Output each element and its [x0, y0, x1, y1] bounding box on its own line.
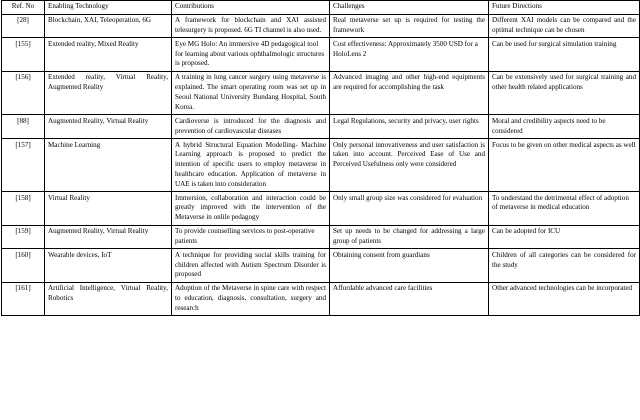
column-header-future-directions: Future Directions: [489, 1, 640, 15]
cell-enabling-technology: Extended reality, Virtual Reality, Augmented Reality: [45, 71, 172, 114]
table-row: [2, 38, 640, 72]
survey-table: [1, 0, 640, 316]
cell-contributions: Eye MG Holo: An immersive 4D pedagogical tool for learning about various ophthalmologic structures is proposed.: [172, 38, 330, 72]
cell-enabling-technology: Virtual Reality: [45, 192, 172, 226]
table-row: [2, 71, 640, 114]
cell-challenges: Advanced imaging and other high-end equipments are required for accomplishing the task: [330, 71, 489, 114]
cell-contributions: A hybrid Structural Equation Modelling- Machine Learning approach is proposed to predict the intention of specific users to employ metaverse in healthcare education. Application of metaverse in UAE is taken into consideration: [172, 138, 330, 191]
table-row: [2, 138, 640, 191]
table-row: [2, 192, 640, 226]
table-header: [2, 1, 640, 15]
cell-challenges: Only small group size was considered for evaluation: [330, 192, 489, 226]
cell-challenges: Cost effectiveness: Approximately 3500 USD for a HoloLens 2: [330, 38, 489, 72]
cell-enabling-technology: Blockchain, XAI, Teleoperation, 6G: [45, 14, 172, 38]
cell-ref-no: [158]: [2, 192, 45, 226]
cell-enabling-technology: Artificial Intelligence, Virtual Reality, Robotics: [45, 282, 172, 316]
cell-future-directions: Other advanced technologies can be incorporated: [489, 282, 640, 316]
table-row: [2, 225, 640, 249]
cell-contributions: To provide counselling services to post-operative patients: [172, 225, 330, 249]
cell-enabling-technology: Augmented Reality, Virtual Reality: [45, 225, 172, 249]
cell-contributions: Immersion, collaboration and interaction could be greatly improved with the intervention of the Metaverse in onlile pedagogy: [172, 192, 330, 226]
cell-contributions: A technique for providing social skills training for children affected with Autism Spectrum Disorder is proposed: [172, 249, 330, 283]
cell-contributions: A framework for blockchain and XAI assisted telesurgery is proposed. 6G TI channel is also used.: [172, 14, 330, 38]
cell-ref-no: [161]: [2, 282, 45, 316]
column-header-challenges: Challenges: [330, 1, 489, 15]
cell-ref-no: [156]: [2, 71, 45, 114]
cell-challenges: Set up needs to be changed for addressing a large group of patients: [330, 225, 489, 249]
cell-ref-no: [28]: [2, 14, 45, 38]
table-body: [2, 14, 640, 316]
cell-contributions: Cardioverse is introduced for the diagnosis and prevention of cardiovascular diseases: [172, 115, 330, 139]
cell-contributions: A training in lung cancer surgery using metaverse is explained. The smart operating room was set up in Seoul National University Bundang Hospital, South Korea.: [172, 71, 330, 114]
cell-future-directions: Moral and credibility aspects need to be considered: [489, 115, 640, 139]
table-header-row: [2, 1, 640, 15]
cell-future-directions: Different XAI models can be compared and the optimal technique can be chosen: [489, 14, 640, 38]
cell-ref-no: [157]: [2, 138, 45, 191]
cell-challenges: Only personal innovativeness and user satisfaction is taken into account. Perceived Ease of Use and Perceived Usefulness only were considered: [330, 138, 489, 191]
table-row: [2, 115, 640, 139]
cell-challenges: Affordable advanced care facilities: [330, 282, 489, 316]
cell-enabling-technology: Extended reality, Mixed Reality: [45, 38, 172, 72]
cell-ref-no: [159]: [2, 225, 45, 249]
cell-enabling-technology: Wearable devices, IoT: [45, 249, 172, 283]
cell-challenges: Obtaining consent from guardians: [330, 249, 489, 283]
cell-ref-no: [155]: [2, 38, 45, 72]
table-row: [2, 282, 640, 316]
cell-challenges: Real metaverse set up is required for testing the framework: [330, 14, 489, 38]
cell-future-directions: Focus to be given on other medical aspects as well: [489, 138, 640, 191]
cell-future-directions: Children of all categories can be considered for the study: [489, 249, 640, 283]
cell-ref-no: [88]: [2, 115, 45, 139]
cell-enabling-technology: Augmented Reality, Virtual Reality: [45, 115, 172, 139]
cell-enabling-technology: Machine Learning: [45, 138, 172, 191]
cell-future-directions: Can be adopted for ICU: [489, 225, 640, 249]
cell-ref-no: [160]: [2, 249, 45, 283]
column-header-enabling-technology: Enabling Technology: [45, 1, 172, 15]
column-header-ref-no: Ref. No: [2, 1, 45, 15]
cell-future-directions: To understand the detrimental effect of adoption of metaverse in medical education: [489, 192, 640, 226]
table-row: [2, 249, 640, 283]
cell-future-directions: Can be used for surgical simulation training: [489, 38, 640, 72]
cell-contributions: Adoption of the Metaverse in spine care with respect to education, diagnosis, consultation, surgery and research: [172, 282, 330, 316]
cell-future-directions: Can be extensively used for surgical training and other health related applications: [489, 71, 640, 114]
table-row: [2, 14, 640, 38]
cell-challenges: Legal Regulations, security and privacy, user rights: [330, 115, 489, 139]
column-header-contributions: Contributions: [172, 1, 330, 15]
